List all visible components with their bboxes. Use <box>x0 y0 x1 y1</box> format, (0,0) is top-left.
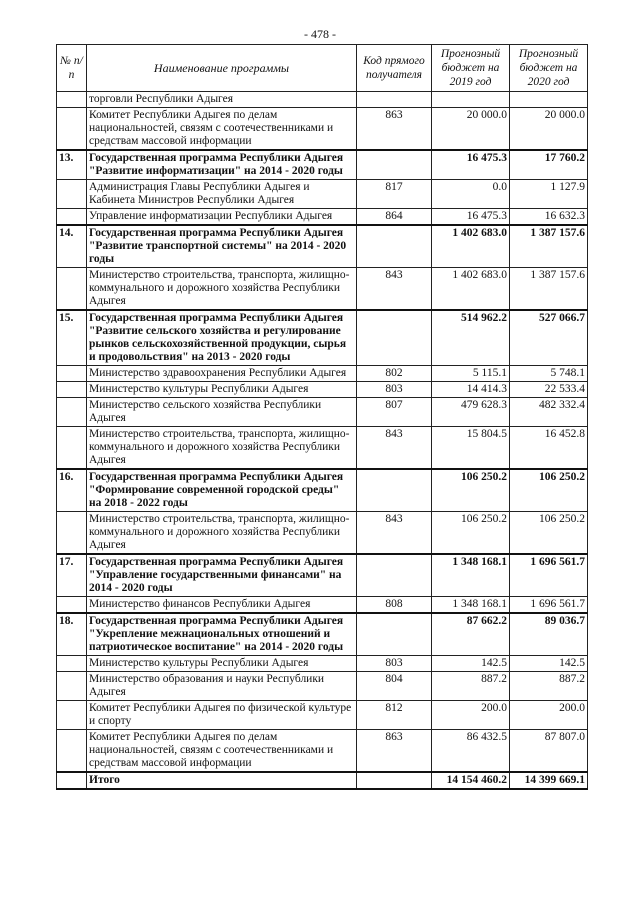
program-row <box>57 150 588 180</box>
budget-2019-value <box>432 92 510 108</box>
budget-2020-value: 17 760.2 <box>510 150 588 180</box>
program-name: Министерство здравоохранения Республики Адыгея <box>87 366 357 382</box>
recipient-row <box>57 108 588 151</box>
recipient-code: 864 <box>357 209 432 226</box>
recipient-code <box>357 554 432 597</box>
recipient-code: 843 <box>357 512 432 555</box>
recipient-code: 803 <box>357 656 432 672</box>
budget-2019-value: 887.2 <box>432 672 510 701</box>
program-name: Министерство строительства, транспорта, жилищно-коммунального и дорожного хозяйства Республики Адыгея <box>87 512 357 555</box>
budget-2020-value: 106 250.2 <box>510 469 588 512</box>
recipient-row <box>57 209 588 226</box>
page-number: - 478 - <box>304 27 336 41</box>
program-name: Министерство строительства, транспорта, жилищно-коммунального и дорожного хозяйства Республики Адыгея <box>87 268 357 311</box>
program-row <box>57 310 588 366</box>
budget-2020-value: 1 696 561.7 <box>510 597 588 614</box>
budget-2020-value: 200.0 <box>510 701 588 730</box>
recipient-row <box>57 92 588 108</box>
budget-2020-value: 1 696 561.7 <box>510 554 588 597</box>
recipient-code: 812 <box>357 701 432 730</box>
recipient-code: 843 <box>357 427 432 470</box>
budget-2019-value: 16 475.3 <box>432 150 510 180</box>
recipient-code: 863 <box>357 108 432 151</box>
header-budget-2019: Прогнозный бюджет на 2019 год <box>432 45 510 92</box>
budget-2020-value <box>510 92 588 108</box>
program-name: Министерство сельского хозяйства Республики Адыгея <box>87 398 357 427</box>
budget-2019-value: 1 402 683.0 <box>432 225 510 268</box>
recipient-code: 808 <box>357 597 432 614</box>
recipient-code: 804 <box>357 672 432 701</box>
recipient-row <box>57 672 588 701</box>
recipient-row <box>57 382 588 398</box>
row-number <box>57 268 87 311</box>
budget-2020-value: 1 127.9 <box>510 180 588 209</box>
recipient-row <box>57 597 588 614</box>
program-row <box>57 554 588 597</box>
recipient-code: 803 <box>357 382 432 398</box>
budget-2020-value: 106 250.2 <box>510 512 588 555</box>
row-number <box>57 180 87 209</box>
recipient-code <box>357 150 432 180</box>
budget-2019-value: 1 348 168.1 <box>432 554 510 597</box>
program-name: Министерство культуры Республики Адыгея <box>87 656 357 672</box>
budget-2019-value: 142.5 <box>432 656 510 672</box>
row-number <box>57 398 87 427</box>
budget-2020-value: 20 000.0 <box>510 108 588 151</box>
recipient-code <box>357 225 432 268</box>
program-name: Министерство образования и науки Республики Адыгея <box>87 672 357 701</box>
program-name: Государственная программа Республики Адыгея "Развитие транспортной системы" на 2014 - 2020 годы <box>87 225 357 268</box>
budget-2019-value: 106 250.2 <box>432 512 510 555</box>
recipient-code <box>357 613 432 656</box>
program-name: Государственная программа Республики Адыгея "Формирование современной городской среды" на 2018 - 2022 годы <box>87 469 357 512</box>
budget-2019-value: 86 432.5 <box>432 730 510 773</box>
budget-2020-value: 89 036.7 <box>510 613 588 656</box>
row-number <box>57 209 87 226</box>
program-name: Итого <box>87 772 357 789</box>
row-number <box>57 701 87 730</box>
budget-2020-value: 887.2 <box>510 672 588 701</box>
budget-2020-value: 22 533.4 <box>510 382 588 398</box>
row-number <box>57 108 87 151</box>
recipient-row <box>57 366 588 382</box>
row-number <box>57 672 87 701</box>
header-program-name: Наименование программы <box>87 45 357 92</box>
recipient-code: 863 <box>357 730 432 773</box>
recipient-row <box>57 701 588 730</box>
recipient-row <box>57 512 588 555</box>
budget-2020-value: 527 066.7 <box>510 310 588 366</box>
program-name: Комитет Республики Адыгея по делам национальностей, связям с соотечественниками и средствам массовой информации <box>87 108 357 151</box>
row-number <box>57 597 87 614</box>
table-header-row <box>57 45 588 92</box>
recipient-code <box>357 310 432 366</box>
program-name: Государственная программа Республики Адыгея "Управление государственными финансами" на 2014 - 2020 годы <box>87 554 357 597</box>
row-number: 16. <box>57 469 87 512</box>
recipient-row <box>57 656 588 672</box>
row-number <box>57 772 87 789</box>
budget-2020-value: 14 399 669.1 <box>510 772 588 789</box>
row-number <box>57 92 87 108</box>
recipient-code: 802 <box>357 366 432 382</box>
row-number: 13. <box>57 150 87 180</box>
budget-2019-value: 514 962.2 <box>432 310 510 366</box>
budget-2019-value: 16 475.3 <box>432 209 510 226</box>
recipient-row <box>57 398 588 427</box>
budget-2019-value: 106 250.2 <box>432 469 510 512</box>
program-name: Государственная программа Республики Адыгея "Развитие информатизации" на 2014 - 2020 годы <box>87 150 357 180</box>
budget-2019-value: 15 804.5 <box>432 427 510 470</box>
budget-2019-value: 14 154 460.2 <box>432 772 510 789</box>
budget-2020-value: 142.5 <box>510 656 588 672</box>
recipient-row <box>57 180 588 209</box>
program-name: Управление информатизации Республики Адыгея <box>87 209 357 226</box>
header-recipient-code: Код прямого получателя <box>357 45 432 92</box>
budget-2020-value: 482 332.4 <box>510 398 588 427</box>
budget-2020-value: 87 807.0 <box>510 730 588 773</box>
program-row <box>57 613 588 656</box>
budget-2020-value: 5 748.1 <box>510 366 588 382</box>
budget-2020-value: 16 632.3 <box>510 209 588 226</box>
budget-2020-value: 1 387 157.6 <box>510 225 588 268</box>
budget-2019-value: 479 628.3 <box>432 398 510 427</box>
program-name: Администрация Главы Республики Адыгея и Кабинета Министров Республики Адыгея <box>87 180 357 209</box>
budget-2019-value: 87 662.2 <box>432 613 510 656</box>
recipient-row <box>57 427 588 470</box>
program-name: Государственная программа Республики Адыгея "Укрепление межнациональных отношений и патриотическое воспитание" на 2014 - 2020 годы <box>87 613 357 656</box>
header-budget-2020: Прогнозный бюджет на 2020 год <box>510 45 588 92</box>
total-row <box>57 772 588 789</box>
row-number: 17. <box>57 554 87 597</box>
budget-2019-value: 1 402 683.0 <box>432 268 510 311</box>
program-name: Комитет Республики Адыгея по физической культуре и спорту <box>87 701 357 730</box>
budget-2019-value: 20 000.0 <box>432 108 510 151</box>
program-row <box>57 469 588 512</box>
recipient-row <box>57 268 588 311</box>
recipient-code: 807 <box>357 398 432 427</box>
recipient-row <box>57 730 588 773</box>
recipient-code <box>357 469 432 512</box>
program-name: торговли Республики Адыгея <box>87 92 357 108</box>
program-name: Государственная программа Республики Адыгея "Развитие сельского хозяйства и регулирование рынков сельскохозяйственной продукции, сырья и продовольствия" на 2013 - 2020 годы <box>87 310 357 366</box>
program-name: Комитет Республики Адыгея по делам национальностей, связям с соотечественниками и средствам массовой информации <box>87 730 357 773</box>
program-name: Министерство культуры Республики Адыгея <box>87 382 357 398</box>
row-number <box>57 366 87 382</box>
program-name: Министерство финансов Республики Адыгея <box>87 597 357 614</box>
recipient-code: 843 <box>357 268 432 311</box>
budget-2019-value: 200.0 <box>432 701 510 730</box>
program-name: Министерство строительства, транспорта, жилищно-коммунального и дорожного хозяйства Республики Адыгея <box>87 427 357 470</box>
row-number <box>57 382 87 398</box>
row-number <box>57 512 87 555</box>
budget-2020-value: 16 452.8 <box>510 427 588 470</box>
row-number: 18. <box>57 613 87 656</box>
budget-table <box>56 44 588 790</box>
recipient-code <box>357 92 432 108</box>
row-number: 15. <box>57 310 87 366</box>
row-number <box>57 427 87 470</box>
budget-2019-value: 1 348 168.1 <box>432 597 510 614</box>
budget-2019-value: 14 414.3 <box>432 382 510 398</box>
recipient-code <box>357 772 432 789</box>
row-number: 14. <box>57 225 87 268</box>
budget-2020-value: 1 387 157.6 <box>510 268 588 311</box>
budget-2019-value: 5 115.1 <box>432 366 510 382</box>
budget-2019-value: 0.0 <box>432 180 510 209</box>
program-row <box>57 225 588 268</box>
recipient-code: 817 <box>357 180 432 209</box>
row-number <box>57 730 87 773</box>
header-num: № п/п <box>57 45 87 92</box>
row-number <box>57 656 87 672</box>
